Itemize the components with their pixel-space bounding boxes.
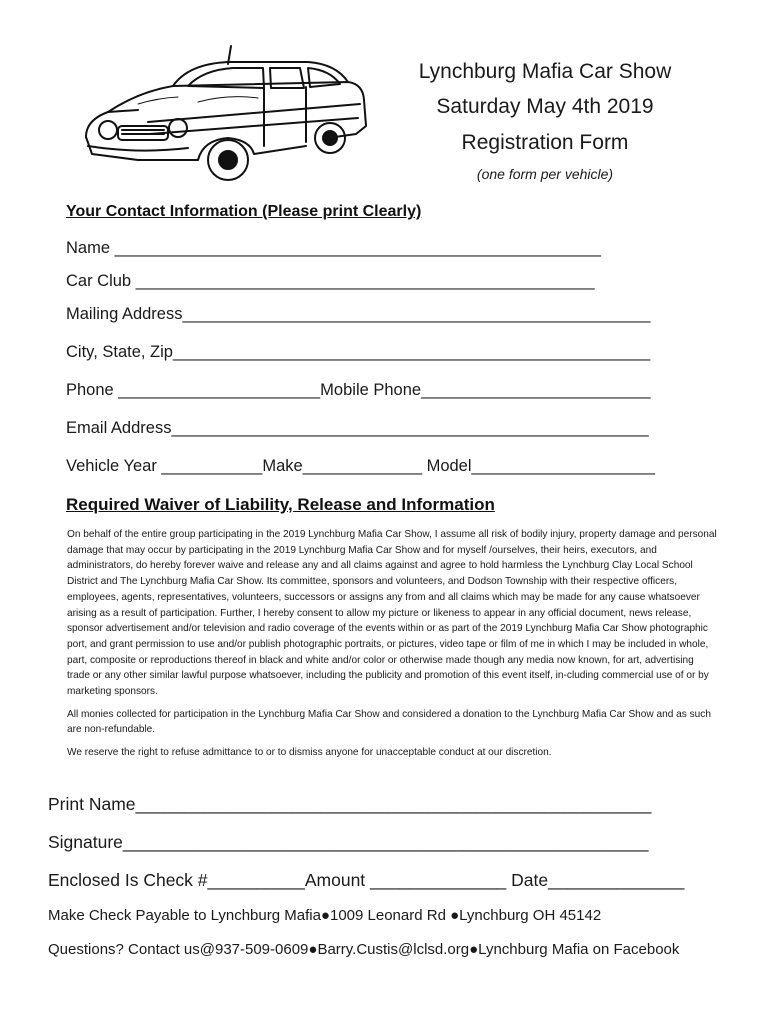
mailing-address-field[interactable]: Mailing Address___________________________________________________ <box>66 305 651 323</box>
payment-instructions: Make Check Payable to Lynchburg Mafia●1009 Leonard Rd ●Lynchburg OH 45142 <box>48 907 602 924</box>
vintage-car-illustration <box>78 42 368 182</box>
waiver-section-title: Required Waiver of Liability, Release and Information <box>66 495 495 514</box>
car-club-field[interactable]: Car Club __________________________________________________ <box>66 272 595 290</box>
vehicle-field[interactable]: Vehicle Year ___________Make_____________ Model____________________ <box>66 457 656 475</box>
signature-field[interactable]: Signature______________________________________________________ <box>48 832 649 852</box>
form-note: (one form per vehicle) <box>476 166 614 182</box>
waiver-paragraph-1: On behalf of the entire group participating in the 2019 Lynchburg Mafia Car Show, I assume all risk of bodily injury, property damage and personal damage that may occur by participating in the 2019 Lynchburg Mafia Car Show and for myself /ourselves, their heirs, executors, and administrators, do hereby forever waive and release any and all claims against and agree to hold harmless the Lynchburg Clay Local School District and The Lynchburg Mafia Car Show. Its committee, sponsors and volunteers, and Dodson Township with their respective officers, employees, agents, representatives, volunteers, successors or assigns any from and all claims which may be made for any cause whatsoever arising as a result of participation. Further, I hereby consent to allow my picture or likeness to appear in any official document, news release, sponsor advertisement and/or television and radio coverage of the events within or as part of the 2019 Lynchburg Mafia Car Show photographic port, and grant permission to use and/or publish photographic portraits, or pictures, video tape or film of me in which I may be included in whole, part, composite or reproductions thereof in black and white and/or color or otherwise made though any media now known, for art, advertising trade or any other similar lawful purpose whatsoever, including the publicity and promotion of this event itself, in-cluding commercial use of or by marketing sponsors. <box>67 529 717 698</box>
event-title: Lynchburg Mafia Car Show <box>418 60 672 83</box>
email-field[interactable]: Email Address____________________________________________________ <box>66 419 649 437</box>
phone-field[interactable]: Phone ______________________Mobile Phone_________________________ <box>66 381 651 399</box>
waiver-paragraph-2: All monies collected for participation in the Lynchburg Mafia Car Show and considered a donation to the Lynchburg Mafia Car Show and as such are non-refundable. <box>67 708 711 736</box>
event-date: Saturday May 4th 2019 <box>436 95 654 118</box>
form-title: Registration Form <box>461 131 629 154</box>
waiver-paragraph-3: We reserve the right to refuse admittance to or to dismiss anyone for unacceptable conduct at our discretion. <box>67 747 552 759</box>
city-state-zip-field[interactable]: City, State, Zip____________________________________________________ <box>66 343 651 361</box>
check-amount-date-field[interactable]: Enclosed Is Check #__________Amount ______________ Date______________ <box>48 870 685 890</box>
print-name-field[interactable]: Print Name_____________________________________________________ <box>48 794 652 814</box>
waiver-text <box>67 527 717 761</box>
contact-section-title: Your Contact Information (Please print Clearly) <box>66 203 422 220</box>
name-field[interactable]: Name _____________________________________________________ <box>66 239 601 257</box>
contact-line: Questions? Contact us@937-509-0609●Barry.Custis@lclsd.org●Lynchburg Mafia on Facebook <box>48 941 680 958</box>
